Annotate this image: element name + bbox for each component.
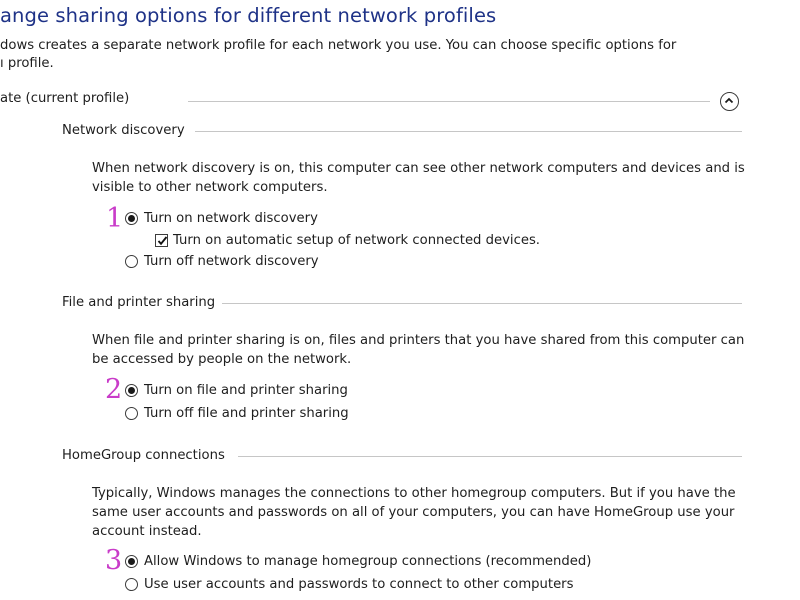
profile-group-label: ate (current profile) — [0, 91, 130, 106]
description-line: When file and printer sharing is on, files and printers that you have shared from this computer can — [92, 333, 745, 348]
page-title: ange sharing options for different network profiles — [0, 4, 497, 27]
collapse-profile-button[interactable] — [720, 92, 739, 111]
option-label: Allow Windows to manage homegroup connections (recommended) — [144, 553, 592, 569]
checkmark-icon — [156, 234, 169, 247]
description-line: When network discovery is on, this computer can see other network computers and devices and is — [92, 161, 745, 176]
option-label: Turn on automatic setup of network connected devices. — [173, 232, 541, 248]
step-marker-2: 2 — [105, 374, 123, 405]
option-label: Turn on network discovery — [144, 210, 318, 226]
radio-turn-on-network-discovery[interactable] — [125, 209, 318, 227]
radio-button[interactable] — [125, 407, 138, 420]
radio-turn-on-file-sharing[interactable] — [125, 381, 348, 399]
section-divider — [222, 303, 742, 304]
page-description-line-2: ı profile. — [0, 56, 54, 71]
network-discovery-description — [92, 159, 745, 197]
step-marker-1: 1 — [106, 203, 124, 234]
step-marker-3: 3 — [105, 545, 123, 576]
radio-button[interactable] — [125, 578, 138, 591]
checkbox-automatic-setup[interactable] — [155, 231, 540, 249]
radio-button-selected[interactable] — [125, 384, 138, 397]
page-description-line-1: dows creates a separate network profile for each network you use. You can choose specific options for — [0, 38, 677, 53]
option-label: Use user accounts and passwords to connect to other computers — [144, 576, 574, 592]
description-line: same user accounts and passwords on all of your computers, you can have HomeGroup use your — [92, 505, 735, 520]
description-line: be accessed by people on the network. — [92, 352, 352, 367]
page-description — [0, 37, 676, 73]
description-line: account instead. — [92, 524, 202, 539]
option-label: Turn on file and printer sharing — [144, 382, 348, 398]
section-title-homegroup: HomeGroup connections — [62, 448, 225, 463]
radio-turn-off-file-sharing[interactable] — [125, 404, 349, 422]
section-title-network-discovery: Network discovery — [62, 123, 185, 138]
radio-use-user-accounts[interactable] — [125, 575, 573, 593]
profile-divider — [188, 101, 710, 102]
homegroup-description — [92, 484, 736, 541]
section-title-file-printer-sharing: File and printer sharing — [62, 295, 216, 310]
description-line: Typically, Windows manages the connections to other homegroup computers. But if you have the — [92, 486, 736, 501]
option-label: Turn off network discovery — [144, 253, 319, 269]
section-divider — [195, 131, 742, 132]
radio-button-selected[interactable] — [125, 555, 138, 568]
radio-allow-windows-manage-homegroup[interactable] — [125, 552, 591, 570]
checkbox-checked[interactable] — [155, 234, 168, 247]
description-line: visible to other network computers. — [92, 180, 328, 195]
section-divider — [238, 456, 742, 457]
radio-button[interactable] — [125, 255, 138, 268]
radio-button-selected[interactable] — [125, 212, 138, 225]
chevron-up-icon — [724, 96, 734, 106]
file-sharing-description — [92, 331, 744, 369]
option-label: Turn off file and printer sharing — [144, 405, 349, 421]
radio-turn-off-network-discovery[interactable] — [125, 252, 319, 270]
